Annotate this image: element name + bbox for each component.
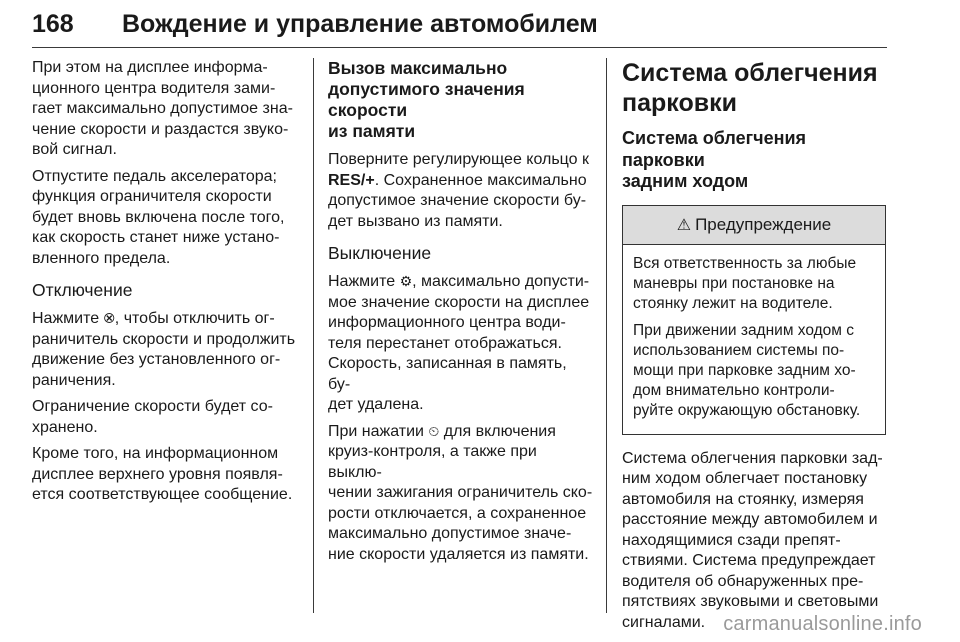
paragraph: Поверните регулирующее кольцо к RES/+. Сохраненное максимально допустимое значение скорости бу- дет вызвано из памяти. xyxy=(328,151,590,230)
paragraph: Нажмите ⮿, чтобы отключить ог- раничитель скорости и продолжить движение без установленного ог- раничения. xyxy=(32,310,296,389)
page-number: 168 xyxy=(32,10,74,38)
chapter-title: Система облегчения парковки xyxy=(622,59,878,117)
warning-box xyxy=(622,205,886,435)
warning-paragraph: Вся ответственность за любые маневры при постановке на стоянку лежит на водителе. xyxy=(633,254,857,312)
warning-paragraph: При движении задним ходом с использованием системы по- мощи при парковке задним хо- дом внимательно контроли- руйте окружающую обстановку. xyxy=(633,321,861,419)
column-left xyxy=(32,58,304,512)
header-divider xyxy=(32,47,887,48)
section-heading-rear-parking: Система облегчения парковки задним ходом xyxy=(622,128,807,191)
page-title: Вождение и управление автомобилем xyxy=(122,10,598,38)
paragraph: При нажатии ⏲ для включения круиз-контроля, а также при выклю- чении зажигания ограничитель ско- рости отключается, а сохраненное максимально допустимое значе- ние скорости удаляется из памяти. xyxy=(328,422,593,563)
cruise-control-icon: ⏲ xyxy=(428,423,440,440)
section-heading-recall: Вызов максимально допустимого значения скорости из памяти xyxy=(328,58,525,141)
column-divider-2 xyxy=(606,58,607,613)
res-label: RES/+ xyxy=(328,171,375,189)
paragraph: Нажмите ⚙, максимально допусти- мое значение скорости на дисплее информационного центра води- теля перестанет отображаться. Скорость, записанная в память, бу- дет удалена. xyxy=(328,273,590,413)
paragraph: При этом на дисплее информа- ционного центра водителя зами- гает максимально допустимое зна- чение скорости и раздастся звуко- вой сигнал. xyxy=(32,59,293,158)
paragraph: Кроме того, на информационном дисплее верхнего уровня появля- ется соответствующее сообщение. xyxy=(32,445,293,503)
speed-limiter-icon: ⚙ xyxy=(399,274,413,290)
watermark: carmanualsonline.info xyxy=(723,613,922,635)
warning-body xyxy=(623,245,885,434)
column-middle xyxy=(328,58,593,571)
page-header xyxy=(32,4,887,44)
warning-header xyxy=(623,206,885,245)
speed-limiter-off-icon: ⮿ xyxy=(103,311,115,327)
warning-label: Предупреждение xyxy=(695,214,832,234)
section-heading-off: Отключение xyxy=(32,280,133,300)
column-right xyxy=(622,58,884,639)
column-divider-1 xyxy=(313,58,314,613)
paragraph: Ограничение скорости будет со- хранено. xyxy=(32,398,273,436)
paragraph: Система облегчения парковки зад- ним ходом облегчает постановку автомобиля на стоянку, измеряя расстояние между автомобилем и находящимися сзади препят- ствиями. Система предупреждает водителя об обнаруженных пре- пятствиях звуковыми и световыми сигналами. xyxy=(622,449,883,631)
warning-triangle-icon: ⚠ xyxy=(676,215,692,234)
paragraph: Отпустите педаль акселератора; функция ограничителя скорости будет вновь включена после того, как скорость станет ниже устано- вленного предела. xyxy=(32,167,285,267)
section-heading-switch-off: Выключение xyxy=(328,243,432,263)
